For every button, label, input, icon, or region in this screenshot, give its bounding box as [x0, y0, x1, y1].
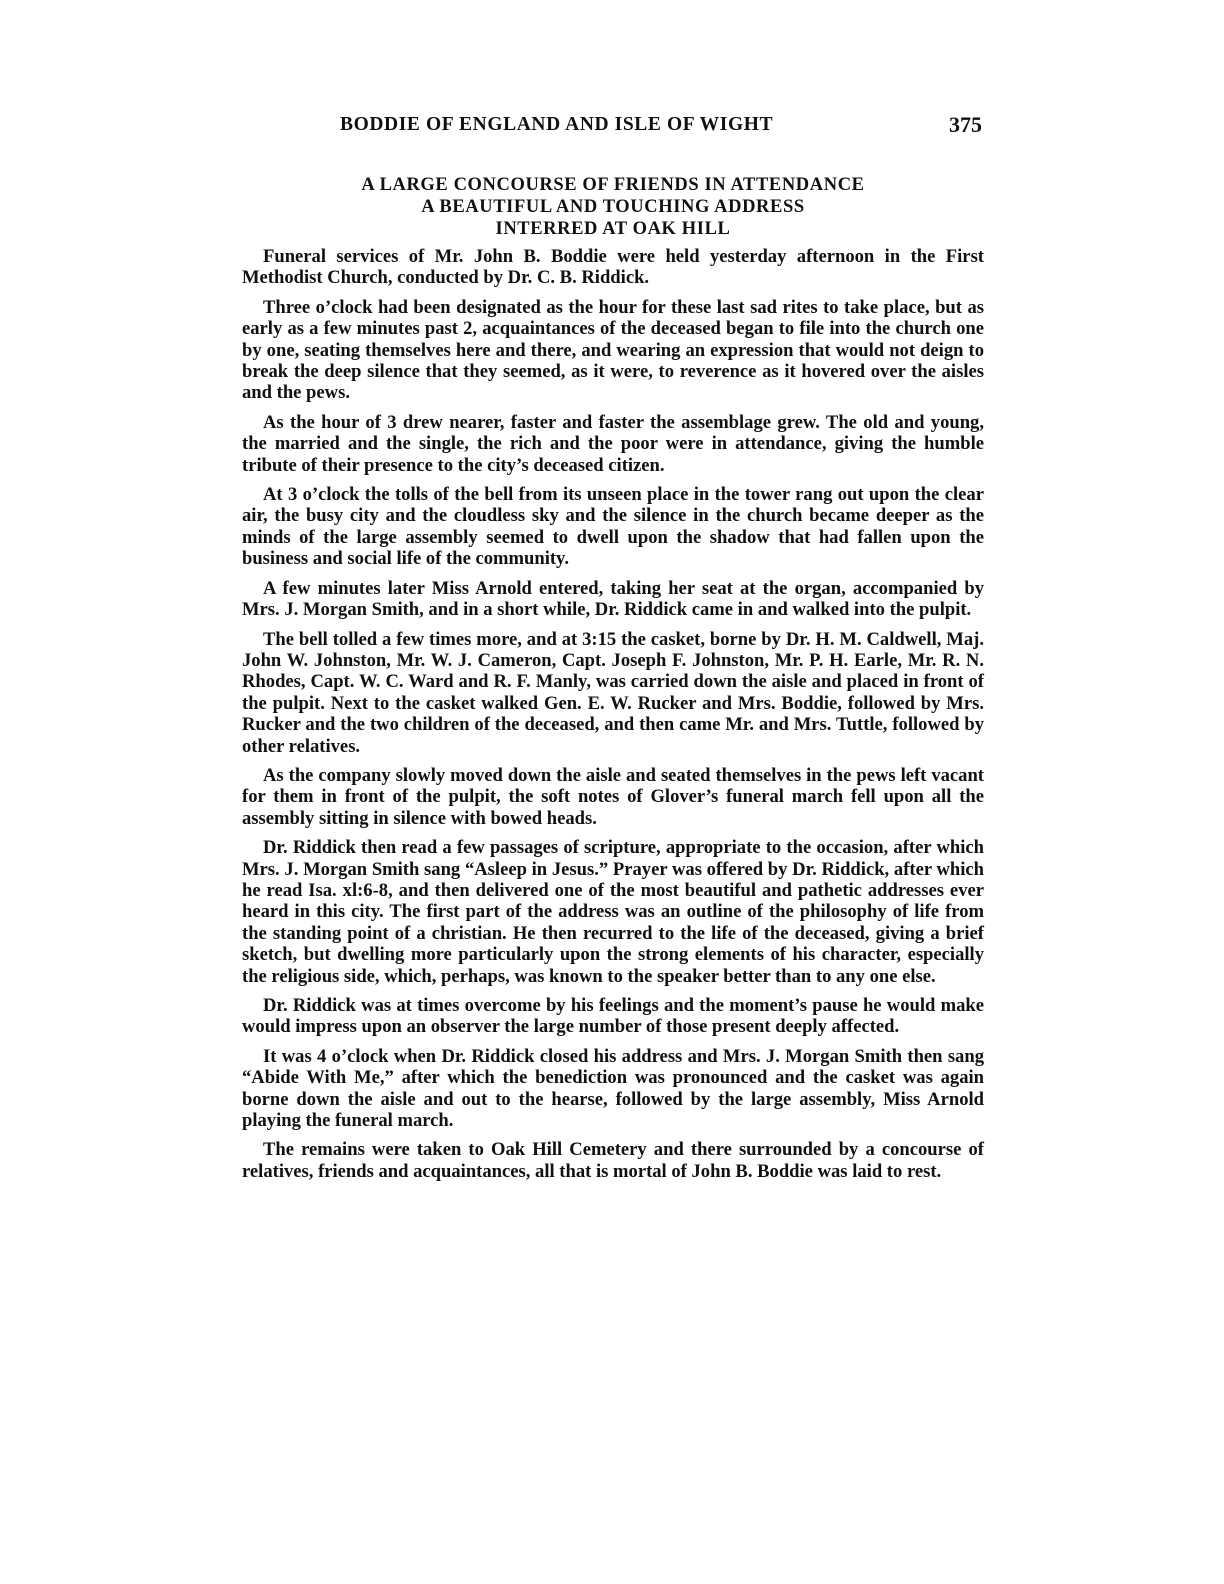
paragraph: As the hour of 3 drew nearer, faster and faster the assemblage grew. The old and young, the married and the single, the rich and the poor were in attendance, giving the humble tribute of their presence to the city’s deceased citizen.	[242, 411, 984, 476]
page-number: 375	[949, 112, 982, 137]
headline-line: A BEAUTIFUL AND TOUCHING ADDRESS	[421, 197, 805, 217]
paragraph: The bell tolled a few times more, and at 3:15 the casket, borne by Dr. H. M. Caldwell, Maj. John W. Johnston, Mr. W. J. Cameron, Capt. Joseph F. Johnston, Mr. P. H. Earle, Mr. R. N. Rhodes, Capt. W. C. Ward and R. F. Manly, was carried down the aisle and placed in front of the pulpit. Next to the casket walked Gen. E. W. Rucker and Mrs. Boddie, followed by Mrs. Rucker and the two children of the deceased, and then came Mr. and Mrs. Tuttle, followed by other relatives.	[242, 628, 984, 757]
headline-line: A LARGE CONCOURSE OF FRIENDS IN ATTENDANCE	[361, 175, 865, 195]
paragraph: Three o’clock had been designated as the hour for these last sad rites to take place, but as early as a few minutes past 2, acquaintances of the deceased began to file into the church one by one, seating themselves here and there, and wearing an expression that would not deign to break the deep silence that they seemed, as it were, to reverence as it hovered over the aisles and the pews.	[242, 296, 984, 404]
running-title: BODDIE OF ENGLAND AND ISLE OF WIGHT	[340, 114, 774, 135]
paragraph: Funeral services of Mr. John B. Boddie were held yesterday afternoon in the First Methodist Church, conducted by Dr. C. B. Riddick.	[242, 246, 984, 289]
paragraph: A few minutes later Miss Arnold entered, taking her seat at the organ, accompanied by Mrs. J. Morgan Smith, and in a short while, Dr. Riddick came in and walked into the pulpit.	[242, 577, 984, 621]
article-headline	[242, 174, 984, 240]
paragraph: At 3 o’clock the tolls of the bell from its unseen place in the tower rang out upon the clear air, the busy city and the cloudless sky and the silence in the church became deeper as the minds of the large assembly seemed to dwell upon the shadow that had fallen upon the business and social life of the community.	[242, 484, 984, 570]
paragraph: It was 4 o’clock when Dr. Riddick closed his address and Mrs. J. Morgan Smith then sang “Abide With Me,” after which the benediction was pronounced and the casket was again borne down the aisle and out to the hearse, followed by the large assembly, Miss Arnold playing the funeral march.	[242, 1045, 984, 1132]
headline-line: INTERRED AT OAK HILL	[495, 219, 731, 239]
paragraph: Dr. Riddick was at times overcome by his feelings and the moment’s pause he would make would impress upon an observer the large number of those present deeply affected.	[242, 995, 984, 1038]
article-body	[242, 246, 984, 1182]
paragraph: The remains were taken to Oak Hill Cemetery and there surrounded by a concourse of relatives, friends and acquaintances, all that is mortal of John B. Boddie was laid to rest.	[242, 1139, 984, 1182]
running-head	[242, 112, 984, 146]
paragraph: As the company slowly moved down the aisle and seated themselves in the pews left vacant for them in front of the pulpit, the soft notes of Glover’s funeral march fell upon all the assembly sitting in silence with bowed heads.	[242, 764, 984, 829]
paragraph: Dr. Riddick then read a few passages of scripture, appropriate to the occasion, after which Mrs. J. Morgan Smith sang “Asleep in Jesus.” Prayer was offered by Dr. Riddick, after which he read Isa. xl:6-8, and then delivered one of the most beautiful and pathetic addresses ever heard in this city. The first part of the address was an outline of the philosophy of life from the standing point of a christian. He then recurred to the life of the deceased, giving a brief sketch, but dwelling more particularly upon the strong elements of his character, especially the religious side, which, perhaps, was known to the speaker better than to any one else.	[242, 837, 984, 987]
book-page	[242, 112, 984, 1190]
